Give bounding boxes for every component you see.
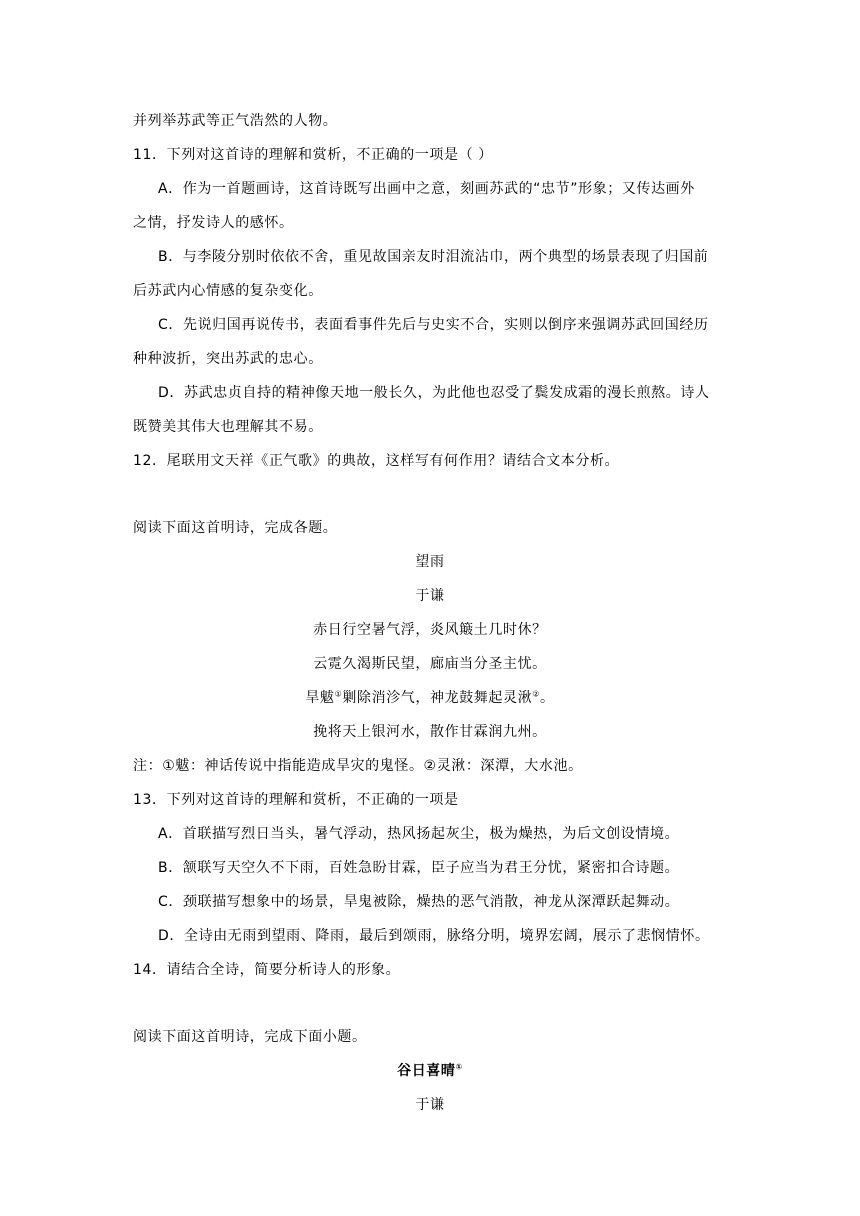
poem-line-3-part2: 剿除消沴气，神龙鼓舞起灵湫 <box>342 690 533 706</box>
poem-title: 望雨 <box>415 554 445 570</box>
poem-title-2-text: 谷日喜晴 <box>397 1063 456 1079</box>
option-11c-cont: 种种波折，突出苏武的忠心。 <box>133 351 323 367</box>
footnote-marker-1: ① <box>334 689 343 699</box>
reading-intro: 阅读下面这首明诗，完成各题。 <box>133 520 338 536</box>
question-11: 11．下列对这首诗的理解和赏析，不正确的一项是（ ） <box>133 147 493 163</box>
footnote-marker-title: ① <box>455 1062 463 1072</box>
poem-line-1: 赤日行空暑气浮，炎风簸土几时休？ <box>313 622 547 638</box>
text-line: 并列举苏武等正气浩然的人物。 <box>133 113 338 129</box>
poem-author-2: 于谦 <box>415 1097 445 1113</box>
poem-title-2 <box>0 1061 860 1081</box>
question-12: 12．尾联用文天祥《正气歌》的典故，这样写有何作用？请结合文本分析。 <box>133 453 620 469</box>
option-13c: C．颈联描写想象中的场景，旱鬼被除，燥热的恶气消散，神龙从深潭跃起舞动。 <box>158 894 680 910</box>
poem-notes: 注：①魃：神话传说中指能造成旱灾的鬼怪。②灵湫：深潭，大水池。 <box>133 758 583 774</box>
option-11d-cont: 既赞美其伟大也理解其不易。 <box>133 419 323 435</box>
option-13d: D．全诗由无雨到望雨、降雨，最后到颂雨，脉络分明，境界宏阔，展示了悲悯情怀。 <box>158 928 710 944</box>
poem-author: 于谦 <box>415 588 445 604</box>
option-11a: A．作为一首题画诗，这首诗既写出画中之意，刻画苏武的“忠节”形象；又传达画外 <box>158 181 695 197</box>
option-11a-cont: 之情，抒发诗人的感怀。 <box>133 215 294 231</box>
poem-line-4: 挽将天上银河水，散作甘霖润九州。 <box>313 724 547 740</box>
poem-line-2: 云霓久渴斯民望，廊庙当分圣主忧。 <box>313 656 547 672</box>
option-13b: B．颔联写天空久不下雨，百姓急盼甘霖，臣子应当为君王分忧，紧密扣合诗题。 <box>158 860 680 876</box>
option-11b-cont: 后苏武内心情感的复杂变化。 <box>133 283 323 299</box>
poem-line-3 <box>0 688 860 708</box>
poem-line-3-part3: 。 <box>539 690 555 706</box>
question-13: 13．下列对这首诗的理解和赏析，不正确的一项是 <box>133 792 459 808</box>
question-14: 14．请结合全诗，简要分析诗人的形象。 <box>133 962 401 978</box>
poem-line-3-part1: 旱魃 <box>305 690 335 706</box>
reading-intro-2: 阅读下面这首明诗，完成下面小题。 <box>133 1029 367 1045</box>
option-13a: A．首联描写烈日当头，暑气浮动，热风扬起灰尘，极为燥热，为后文创设情境。 <box>158 826 680 842</box>
option-11b: B．与李陵分别时依依不舍，重见故国亲友时泪流沾巾，两个典型的场景表现了归国前 <box>158 249 709 265</box>
option-11d: D．苏武忠贞自持的精神像天地一般长久，为此他也忍受了鬓发成霜的漫长煎熬。诗人 <box>158 385 710 401</box>
footnote-marker-2: ② <box>532 689 540 699</box>
option-11c: C．先说归国再说传书，表面看事件先后与史实不合，实则以倒序来强调苏武回国经历 <box>158 317 709 333</box>
